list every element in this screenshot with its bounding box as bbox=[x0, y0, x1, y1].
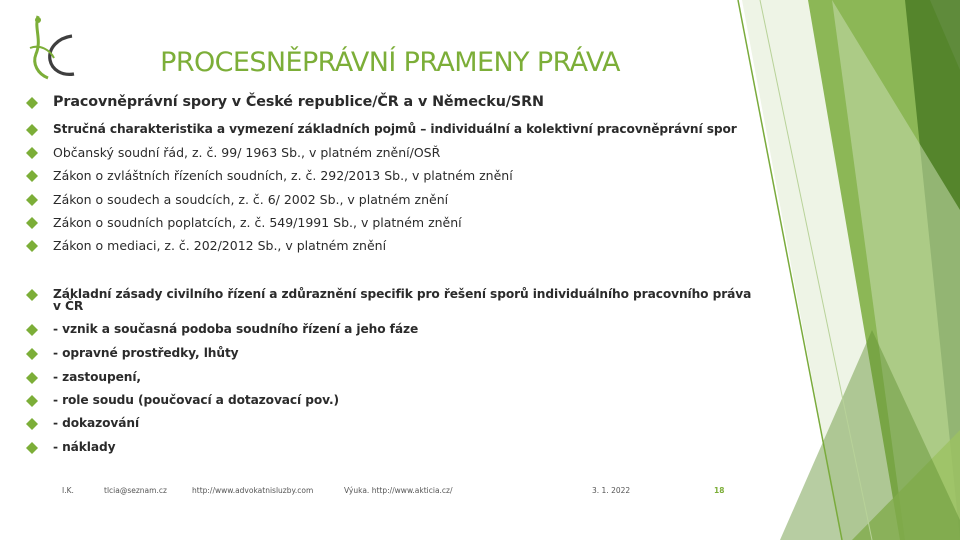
diamond-bullet-icon bbox=[24, 122, 40, 138]
diamond-bullet-icon bbox=[24, 393, 40, 409]
list-item-text: Zákon o soudech a soudcích, z. č. 6/ 2002 Sb., v platném znění bbox=[53, 192, 449, 207]
diamond-bullet-icon bbox=[24, 370, 40, 386]
diamond-bullet-icon bbox=[24, 287, 40, 303]
list-item-text: Stručná charakteristika a vymezení základních pojmů – individuální a kolektivní pracovněprávní spor bbox=[53, 122, 737, 136]
list-item-text: - vznik a současná podoba soudního řízení a jeho fáze bbox=[53, 322, 419, 336]
list-item-text: Pracovněprávní spory v České republice/ČR a v Německu/SRN bbox=[53, 94, 544, 110]
diamond-bullet-icon bbox=[24, 238, 40, 254]
list-item-text: - zastoupení, bbox=[53, 370, 141, 384]
diamond-bullet-icon bbox=[24, 215, 40, 231]
diamond-bullet-icon bbox=[24, 346, 40, 362]
list-item-text: Zákon o zvláštních řízeních soudních, z. č. 292/2013 Sb., v platném znění bbox=[53, 168, 513, 183]
list-item-text: Zákon o soudních poplatcích, z. č. 549/1991 Sb., v platném znění bbox=[53, 215, 462, 230]
list-item-text: - opravné prostředky, lhůty bbox=[53, 346, 239, 360]
list-item-text: Občanský soudní řád, z. č. 99/ 1963 Sb., v platném znění/OSŘ bbox=[53, 145, 441, 160]
list-item-text: Základní zásady civilního řízení a zdůraznění specifik pro řešení sporů individuálního pracovního práva v ČR bbox=[53, 287, 752, 313]
diamond-bullet-icon bbox=[24, 322, 40, 338]
list-item-text: - dokazování bbox=[53, 416, 140, 430]
diamond-bullet-icon bbox=[24, 95, 40, 111]
footer-initials: I.K. bbox=[62, 486, 74, 495]
footer-website[interactable]: http://www.advokatnisluzby.com bbox=[192, 486, 314, 495]
diamond-bullet-icon bbox=[24, 168, 40, 184]
page-number: 18 bbox=[714, 486, 725, 495]
diamond-bullet-icon bbox=[24, 440, 40, 456]
diamond-bullet-icon bbox=[24, 145, 40, 161]
footer-email[interactable]: tlcia@seznam.cz bbox=[104, 486, 167, 495]
list-item-text: Zákon o mediaci, z. č. 202/2012 Sb., v platném znění bbox=[53, 238, 387, 253]
list-item-text: - role soudu (poučovací a dotazovací pov.) bbox=[53, 393, 340, 407]
list-item-text: - náklady bbox=[53, 440, 116, 454]
slide-title: PROCESNĚPRÁVNÍ PRAMENY PRÁVA bbox=[160, 47, 620, 78]
footer-teaching-link[interactable]: Výuka. http://www.akticia.cz/ bbox=[344, 486, 453, 495]
diamond-bullet-icon bbox=[24, 416, 40, 432]
footer-date: 3. 1. 2022 bbox=[592, 486, 631, 495]
diamond-bullet-icon bbox=[24, 192, 40, 208]
